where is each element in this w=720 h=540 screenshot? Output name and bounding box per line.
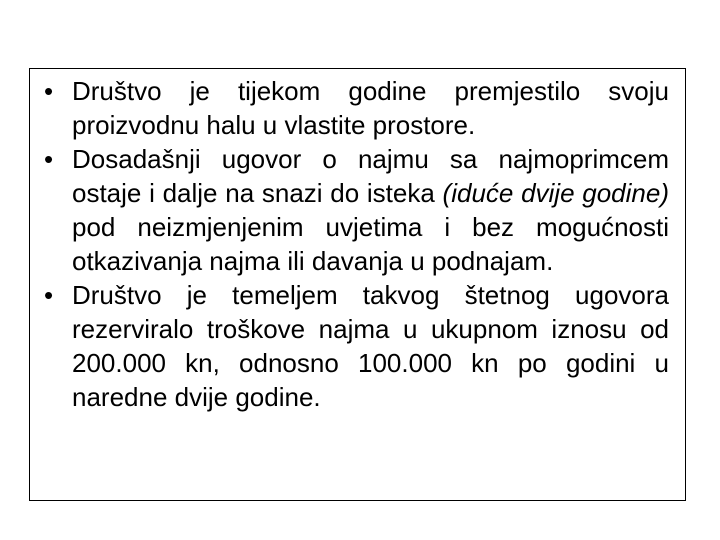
bullet-item-1 [30, 74, 685, 142]
bullet-marker: • [44, 144, 54, 174]
bullet-text: Društvo je tijekom godine premjestilo svoju proizvodnu halu u vlastite prostore. [72, 76, 669, 140]
bullet-text-before: Dosadašnji ugovor o najmu sa najmoprimcem ostaje i dalje na snazi do isteka [72, 144, 669, 208]
bullet-marker: • [44, 76, 54, 106]
bullet-marker: • [44, 280, 54, 310]
bullet-text-italic: (iduće dvije godine) [442, 178, 669, 208]
bullet-item-3 [30, 278, 685, 414]
bullet-text-after: pod neizmjenjenim uvjetima i bez mogućnosti otkazivanja najma ili davanja u podnajam. [72, 212, 669, 276]
bullet-text: Društvo je temeljem takvog štetnog ugovora rezerviralo troškove najma u ukupnom iznosu od 200.000 kn, odnosno 100.000 kn po godini u naredne dvije godine. [72, 280, 669, 412]
bullet-item-2 [30, 142, 685, 278]
content-box [29, 68, 686, 501]
bullet-list [30, 74, 685, 414]
